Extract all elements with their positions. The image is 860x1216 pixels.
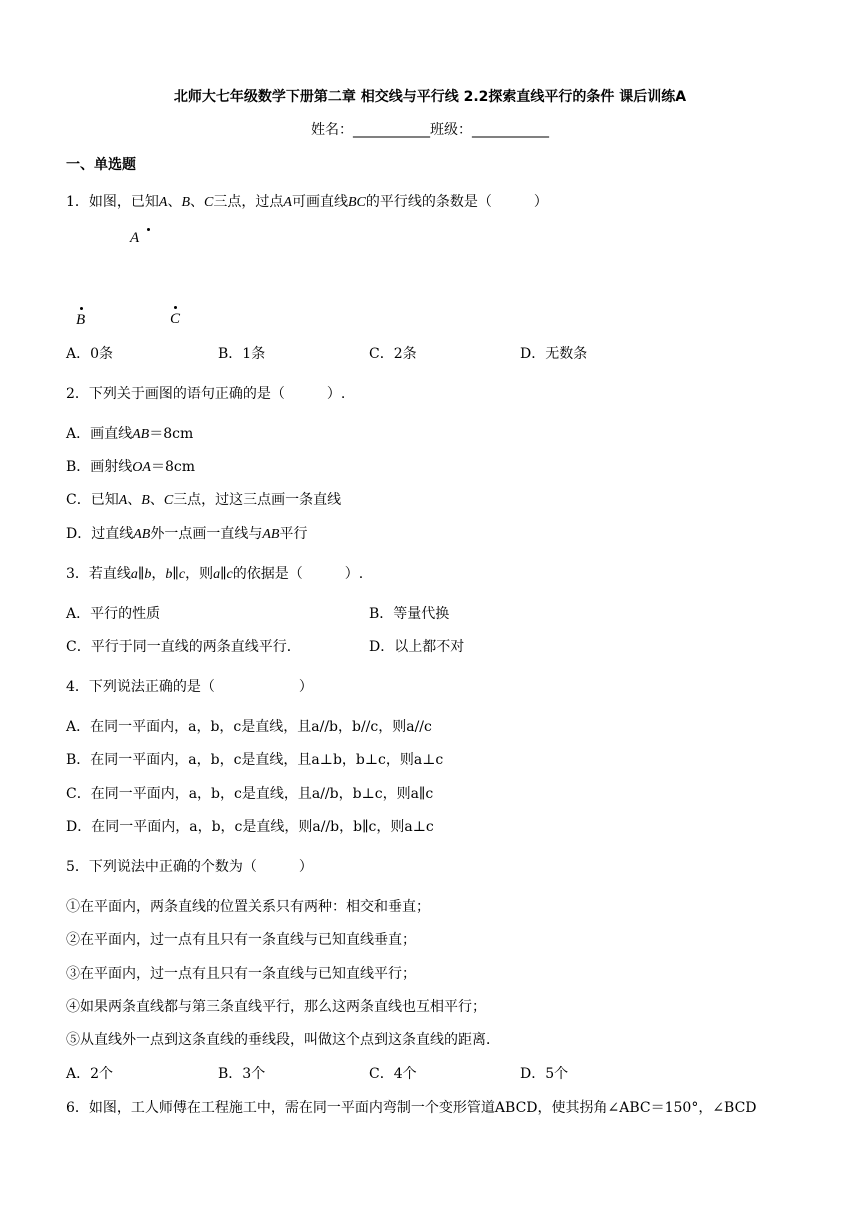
q3-stem: 3．若直线a∥b，b∥c，则a∥c的依据是（ ）. bbox=[66, 566, 364, 582]
q5-option-a[interactable]: A．2个 bbox=[66, 1066, 114, 1082]
figure-point-b-dot bbox=[80, 307, 83, 310]
q5-statement-5: ⑤从直线外一点到这条直线的垂线段，叫做这个点到这条直线的距离． bbox=[66, 1032, 500, 1048]
q4-option-d[interactable]: D．在同一平面内，a，b，c是直线，则a//b，b∥c，则a⊥c bbox=[66, 819, 434, 835]
q5-statement-1: ①在平面内，两条直线的位置关系只有两种：相交和垂直； bbox=[66, 899, 430, 915]
q5-option-b[interactable]: B．3个 bbox=[218, 1066, 266, 1082]
q3-option-d[interactable]: D．以上都不对 bbox=[369, 639, 465, 655]
q3-option-b[interactable]: B．等量代换 bbox=[369, 606, 450, 622]
q5-stem: 5．下列说法中正确的个数为（ ） bbox=[66, 859, 313, 875]
q5-option-c[interactable]: C．4个 bbox=[369, 1066, 417, 1082]
name-blank[interactable]: ___________ bbox=[353, 122, 430, 138]
q5-statement-3: ③在平面内，过一点有且只有一条直线与已知直线平行； bbox=[66, 966, 416, 982]
q1-option-c[interactable]: C．2条 bbox=[369, 346, 417, 362]
q4-option-a[interactable]: A．在同一平面内，a，b，c是直线，且a//b，b//c，则a//c bbox=[66, 719, 432, 735]
q2-option-d[interactable]: D．过直线AB外一点画一直线与AB平行 bbox=[66, 526, 308, 542]
q1-stem: 1．如图，已知A、B、C三点，过点A可画直线BC的平行线的条数是（ ） bbox=[66, 194, 548, 210]
q4-stem: 4．下列说法正确的是（ ） bbox=[66, 679, 313, 695]
q4-option-c[interactable]: C．在同一平面内，a，b，c是直线，且a//b，b⊥c，则a∥c bbox=[66, 786, 434, 802]
q2-stem: 2．下列关于画图的语句正确的是（ ）. bbox=[66, 386, 346, 402]
section-title: 一、单选题 bbox=[66, 157, 136, 173]
figure-point-c-dot bbox=[174, 306, 177, 309]
figure-point-c-label: C bbox=[170, 311, 181, 327]
figure-point-b-label: B bbox=[76, 312, 86, 328]
q2-option-b[interactable]: B．画射线OA＝8cm bbox=[66, 459, 195, 475]
q5-statement-2: ②在平面内，过一点有且只有一条直线与已知直线垂直； bbox=[66, 932, 416, 948]
figure-point-a-label: A bbox=[130, 230, 140, 246]
q2-option-a[interactable]: A．画直线AB＝8cm bbox=[66, 426, 194, 442]
q1-option-a[interactable]: A．0条 bbox=[66, 346, 114, 362]
q5-statement-4: ④如果两条直线都与第三条直线平行，那么这两条直线也互相平行； bbox=[66, 999, 486, 1015]
name-label: 姓名： bbox=[311, 122, 353, 138]
q1-option-d[interactable]: D．无数条 bbox=[520, 346, 588, 362]
q5-option-d[interactable]: D．5个 bbox=[520, 1066, 569, 1082]
name-class-line bbox=[0, 119, 860, 139]
q6-stem: 6．如图，工人师傅在工程施工中，需在同一平面内弯制一个变形管道ABCD，使其拐角∠ABC＝150°，∠BCD bbox=[66, 1100, 757, 1116]
q3-option-a[interactable]: A．平行的性质 bbox=[66, 606, 161, 622]
q4-option-b[interactable]: B．在同一平面内，a，b，c是直线，且a⊥b，b⊥c，则a⊥c bbox=[66, 752, 444, 768]
page-title: 北师大七年级数学下册第二章 相交线与平行线 2.2探索直线平行的条件 课后训练A bbox=[173, 89, 687, 105]
class-blank[interactable]: ___________ bbox=[472, 122, 549, 138]
q1-option-b[interactable]: B．1条 bbox=[218, 346, 266, 362]
q3-option-c[interactable]: C．平行于同一直线的两条直线平行． bbox=[66, 639, 301, 655]
class-label: 班级： bbox=[430, 122, 472, 138]
figure-point-a-dot bbox=[147, 228, 150, 231]
q2-option-c[interactable]: C．已知A、B、C三点，过这三点画一条直线 bbox=[66, 492, 342, 508]
